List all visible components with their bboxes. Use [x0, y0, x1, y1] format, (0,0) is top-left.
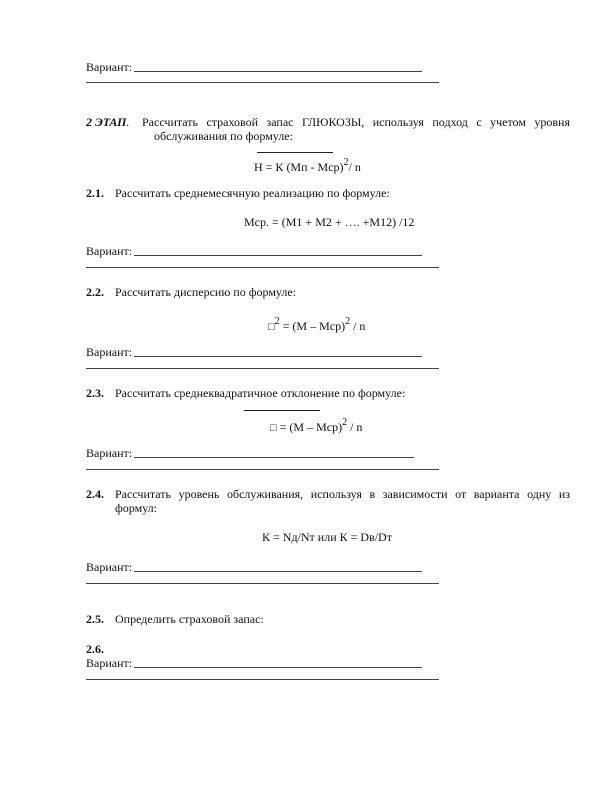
stage-text-line2: обслуживания по формуле: [154, 129, 293, 143]
section-2-2-number: 2.2. [86, 285, 104, 299]
variant-label-2-4: Вариант: [86, 560, 133, 574]
stage-formula: Н = К (Мп - Мср)$^2$/ n [254, 157, 361, 174]
stage-text-line1: Рассчитать страховой запас ГЛЮКОЗЫ, используя подход с учетом уровня [142, 115, 570, 129]
sigma-placeholder-icon: □ [270, 422, 277, 434]
section-2-6-number: 2.6. [86, 642, 104, 656]
variant-label-2-6: Вариант: [86, 656, 133, 670]
section-2-1-formula: Мср. = (М1 + М2 + …. +М12) /12 [244, 215, 415, 229]
sigma-placeholder-icon: □ [268, 321, 275, 333]
section-2-4-number: 2.4. [86, 487, 104, 501]
section-2-1-text: Рассчитать среднемесячную реализацию по формуле: [115, 186, 390, 200]
section-2-3-text: Рассчитать среднеквадратичное отклонение по формуле: [115, 386, 406, 400]
section-2-3-number: 2.3. [86, 386, 104, 400]
variant-label-2-2: Вариант: [86, 345, 133, 359]
section-2-5-number: 2.5. [86, 612, 104, 626]
variant-extra-line-2-2[interactable] [86, 368, 439, 369]
section-2-4-formula: К = Nд/Nт или К = Dв/Dт [262, 530, 392, 544]
section-2-4-text-line1: Рассчитать уровень обслуживания, используя в зависимости от варианта одну из [115, 487, 570, 501]
variant-extra-line-2-6[interactable] [86, 679, 439, 680]
section-2-3-formula: □ = (М – Мср)$^2$ / n [270, 417, 363, 434]
variant-answer-line-2-1[interactable] [134, 255, 422, 256]
section-2-2-text: Рассчитать дисперсию по формуле: [115, 285, 297, 299]
section-2-5-text: Определить страховой запас: [115, 612, 264, 626]
section-2-1-number: 2.1. [86, 186, 104, 200]
variant-label-2-3: Вариант: [86, 446, 133, 460]
variant-label-top: Вариант: [86, 60, 133, 74]
stage-label: 2 ЭТАП. [86, 115, 130, 129]
section-2-4-text-line2: формул: [115, 501, 157, 515]
variant-answer-line-top[interactable] [134, 71, 422, 72]
section-2-2-formula: □$^2$ = (М – Мср)$^2$ / n [268, 316, 366, 333]
variant-answer-line-2-6[interactable] [134, 667, 422, 668]
variant-extra-line-2-4[interactable] [86, 583, 439, 584]
variant-answer-line-2-4[interactable] [134, 571, 422, 572]
variant-label-2-1: Вариант: [86, 244, 133, 258]
variant-answer-line-2-3[interactable] [134, 457, 414, 458]
variant-extra-line-2-3[interactable] [86, 469, 439, 470]
formula-sqrt-bar [257, 152, 333, 153]
variant-answer-line-2-2[interactable] [134, 356, 422, 357]
variant-extra-line-top[interactable] [86, 82, 439, 83]
variant-extra-line-2-1[interactable] [86, 267, 439, 268]
formula-2-3-sqrt-bar [244, 410, 320, 411]
